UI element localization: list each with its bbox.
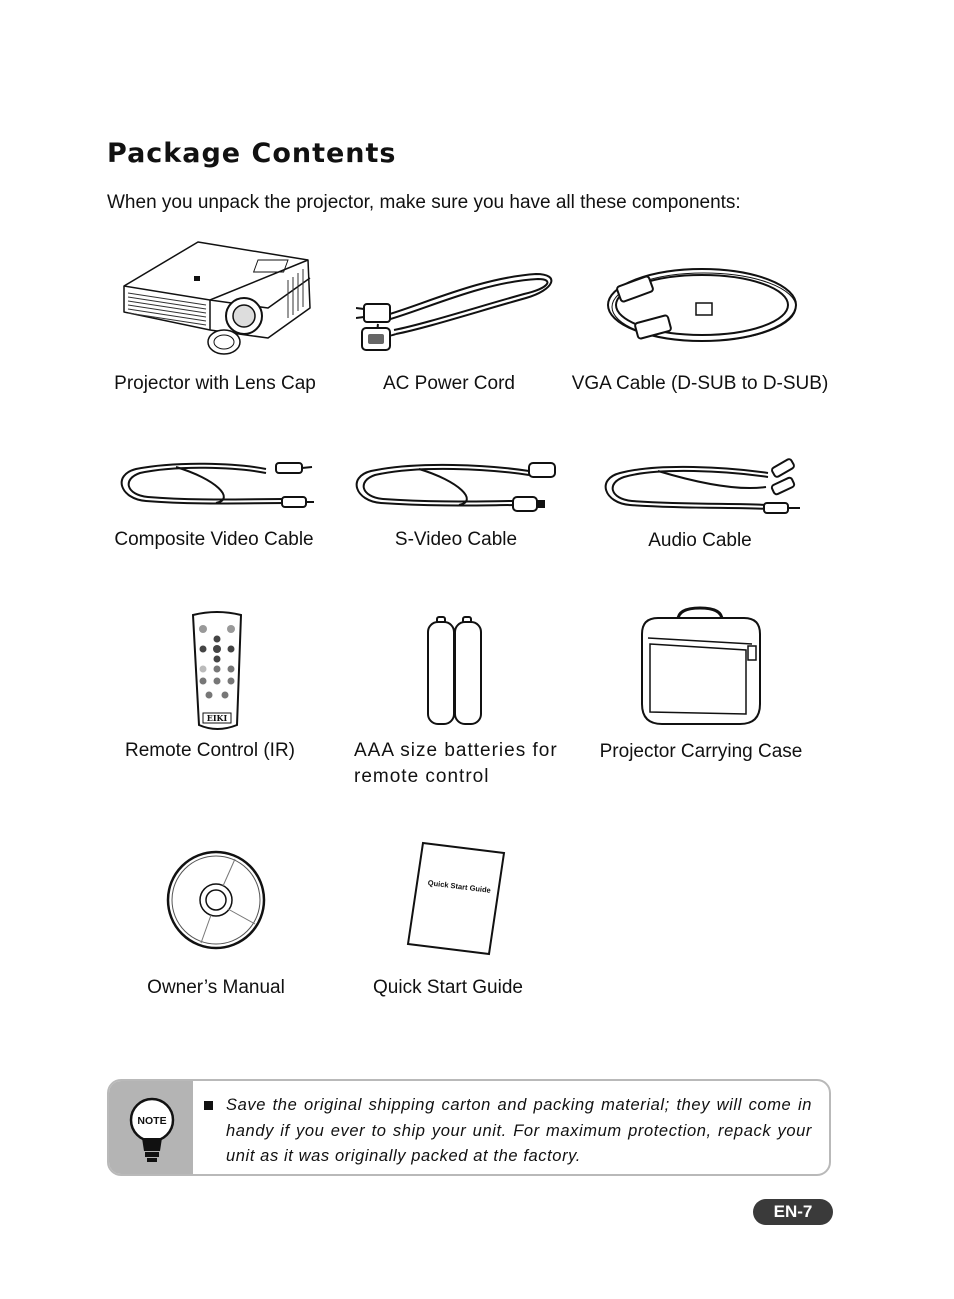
note-icon-label: NOTE (137, 1115, 167, 1127)
batteries-icon (425, 616, 485, 728)
booklet-icon (405, 841, 507, 957)
item-caption-projector: Projector with Lens Cap (114, 373, 316, 394)
carrying-case-icon (636, 604, 766, 728)
item-caption-audio-cable: Audio Cable (648, 530, 752, 551)
page-title: Package Contents (107, 138, 397, 169)
vga-cable-icon (602, 259, 800, 351)
audio-cable-icon (598, 455, 804, 517)
item-caption-owners-manual: Owner’s Manual (147, 977, 285, 998)
item-caption-svideo-cable: S-Video Cable (394, 529, 518, 550)
note-box (107, 1079, 831, 1176)
intro-text: When you unpack the projector, make sure you have all these components: (107, 192, 741, 213)
item-caption-carrying-case: Projector Carrying Case (599, 741, 803, 762)
item-caption-remote-control: Remote Control (IR) (125, 740, 295, 761)
booklet-cover-text: Quick Start Guide (427, 878, 492, 895)
note-icon-panel (109, 1081, 193, 1174)
projector-icon (118, 238, 316, 366)
item-caption-batteries: AAA size batteries for remote control (354, 740, 558, 787)
item-caption-vga-cable: VGA Cable (D-SUB to D-SUB) (571, 373, 829, 394)
remote-control-icon (189, 609, 245, 735)
item-caption-composite-cable: Composite Video Cable (114, 529, 314, 550)
composite-cable-icon (116, 459, 316, 513)
item-caption-power-cord: AC Power Cord (383, 373, 515, 394)
page-number-badge: EN-7 (753, 1199, 833, 1225)
note-text: Save the original shipping carton and packing material; they will come in handy if you ever to ship your unit. For maximum protection, repack your unit as it was originally packed at the factory. (226, 1096, 812, 1165)
note-lightbulb-icon (109, 1081, 193, 1176)
svideo-cable-icon (349, 459, 563, 517)
remote-brand-text: EIKI (206, 713, 228, 723)
cd-icon (165, 849, 267, 951)
power-cord-icon (356, 268, 558, 354)
item-caption-quick-start-guide: Quick Start Guide (373, 977, 523, 998)
note-bullet (204, 1101, 213, 1110)
